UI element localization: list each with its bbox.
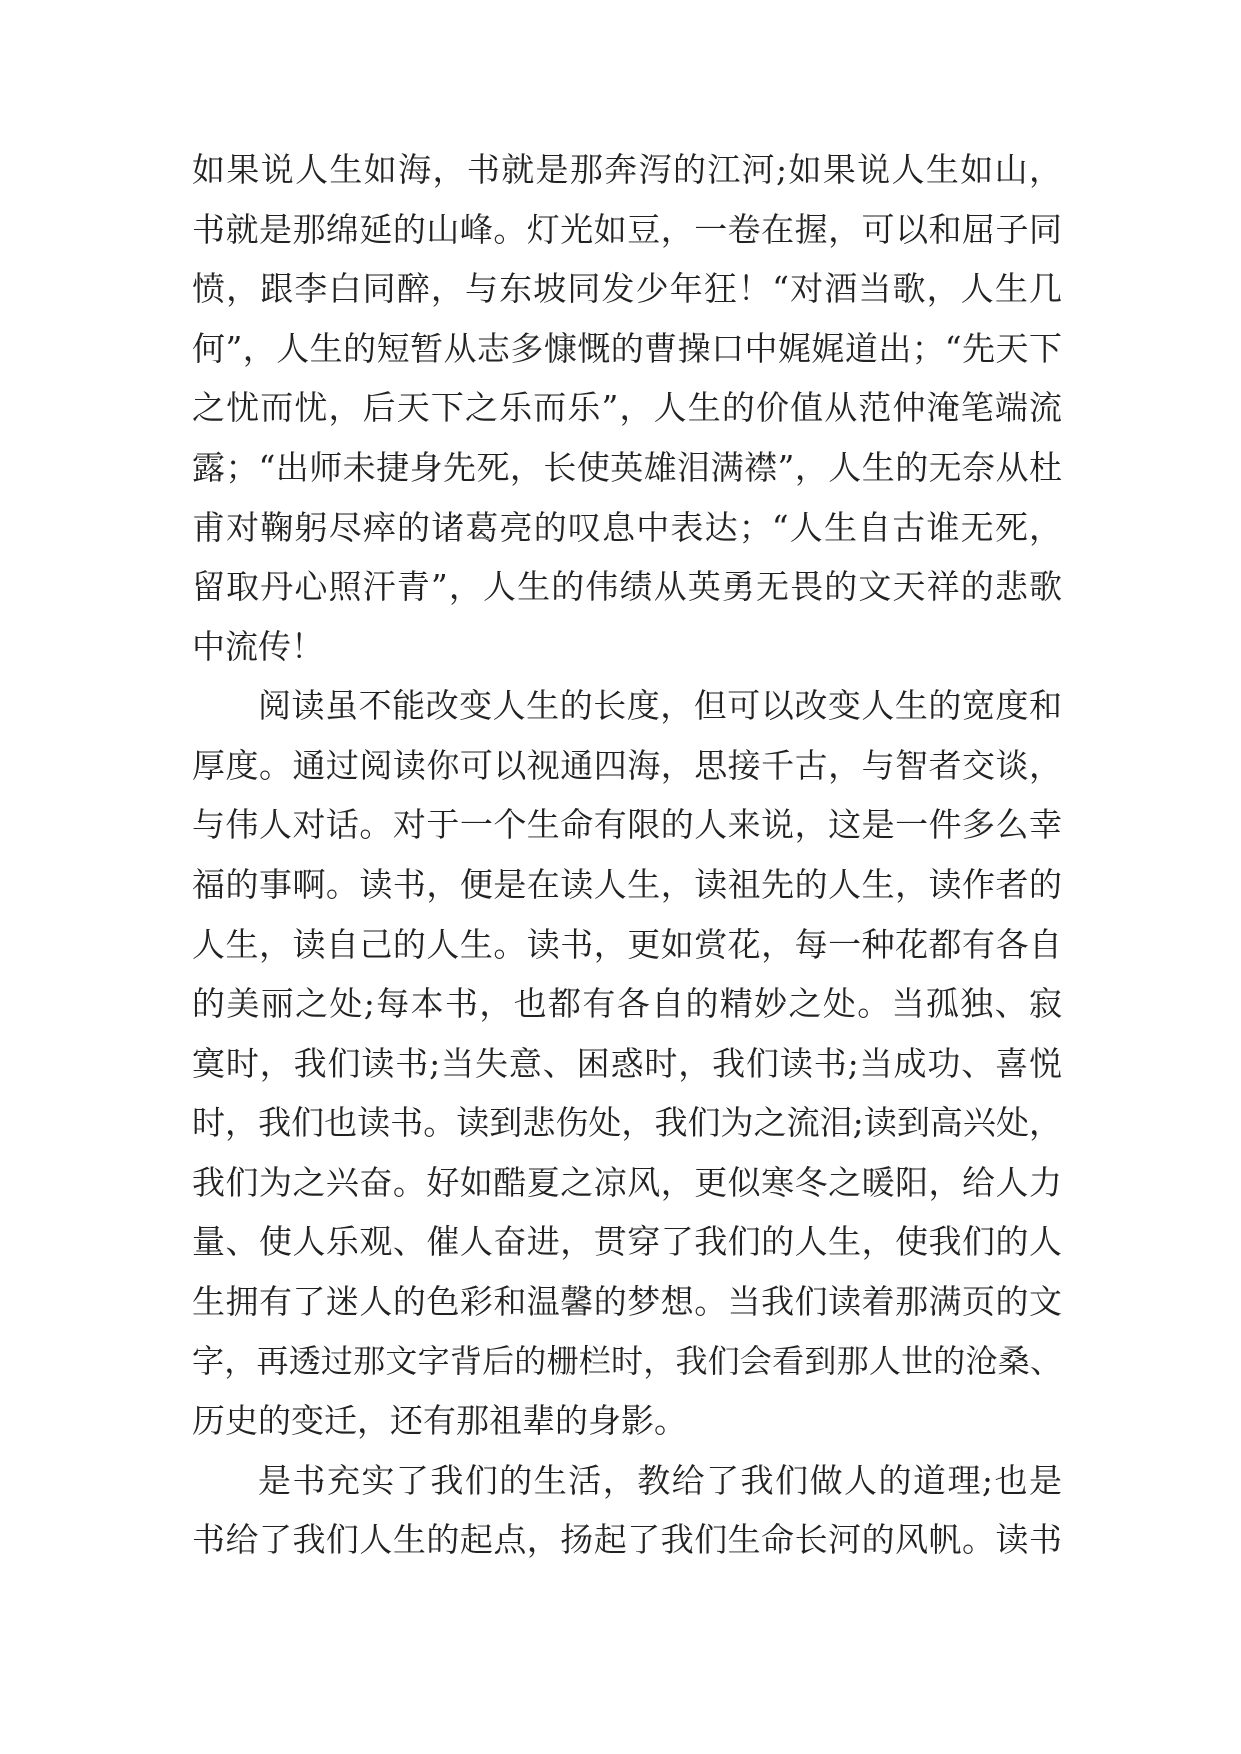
text-line: 留取丹心照汗青”，人生的伟绩从英勇无畏的文天祥的悲歌	[192, 567, 1062, 606]
text-line: 我们为之兴奋。好如酷夏之凉风，更似寒冬之暖阳，给人力	[192, 1163, 1062, 1202]
text-line: 字，再透过那文字背后的栅栏时，我们会看到那人世的沧桑、	[192, 1342, 1062, 1380]
text-line: 愤，跟李白同醉，与东坡同发少年狂！“对酒当歌，人生几	[192, 269, 1062, 308]
text-line: 甫对鞠躬尽瘁的诸葛亮的叹息中表达；“人生自古谁无死，	[192, 508, 1062, 547]
text-line: 的美丽之处;每本书，也都有各自的精妙之处。当孤独、寂	[192, 984, 1062, 1023]
text-line: 何”，人生的短暂从志多慷慨的曹操口中娓娓道出；“先天下	[192, 329, 1062, 368]
text-line: 厚度。通过阅读你可以视通四海，思接千古，与智者交谈，	[192, 746, 1062, 785]
text-line: 寞时，我们读书;当失意、困惑时，我们读书;当成功、喜悦	[192, 1044, 1062, 1083]
text-line: 书给了我们人生的起点，扬起了我们生命长河的风帆。读书	[192, 1520, 1062, 1559]
text-line: 历史的变迁，还有那祖辈的身影。	[192, 1401, 687, 1440]
text-line: 与伟人对话。对于一个生命有限的人来说，这是一件多么幸	[192, 805, 1062, 844]
text-line: 福的事啊。读书，便是在读人生，读祖先的人生，读作者的	[192, 865, 1062, 904]
text-line: 量、使人乐观、催人奋进，贯穿了我们的人生，使我们的人	[192, 1222, 1062, 1261]
text-line: 如果说人生如海，书就是那奔泻的江河;如果说人生如山，	[192, 150, 1062, 189]
text-line: 生拥有了迷人的色彩和温馨的梦想。当我们读着那满页的文	[192, 1282, 1062, 1321]
text-line: 中流传！	[192, 627, 324, 666]
text-line: 时，我们也读书。读到悲伤处，我们为之流泪;读到高兴处，	[192, 1103, 1062, 1142]
text-line: 书就是那绵延的山峰。灯光如豆，一卷在握，可以和屈子同	[192, 210, 1062, 249]
paragraph-first-line: 阅读虽不能改变人生的长度，但可以改变人生的宽度和	[258, 686, 1062, 725]
text-line: 露；“出师未捷身先死，长使英雄泪满襟”，人生的无奈从杜	[192, 448, 1062, 487]
text-line: 人生，读自己的人生。读书，更如赏花，每一种花都有各自	[192, 925, 1062, 964]
text-line: 之忧而忧，后天下之乐而乐”，人生的价值从范仲淹笔端流	[192, 388, 1062, 427]
paragraph-first-line: 是书充实了我们的生活，教给了我们做人的道理;也是	[258, 1461, 1062, 1500]
